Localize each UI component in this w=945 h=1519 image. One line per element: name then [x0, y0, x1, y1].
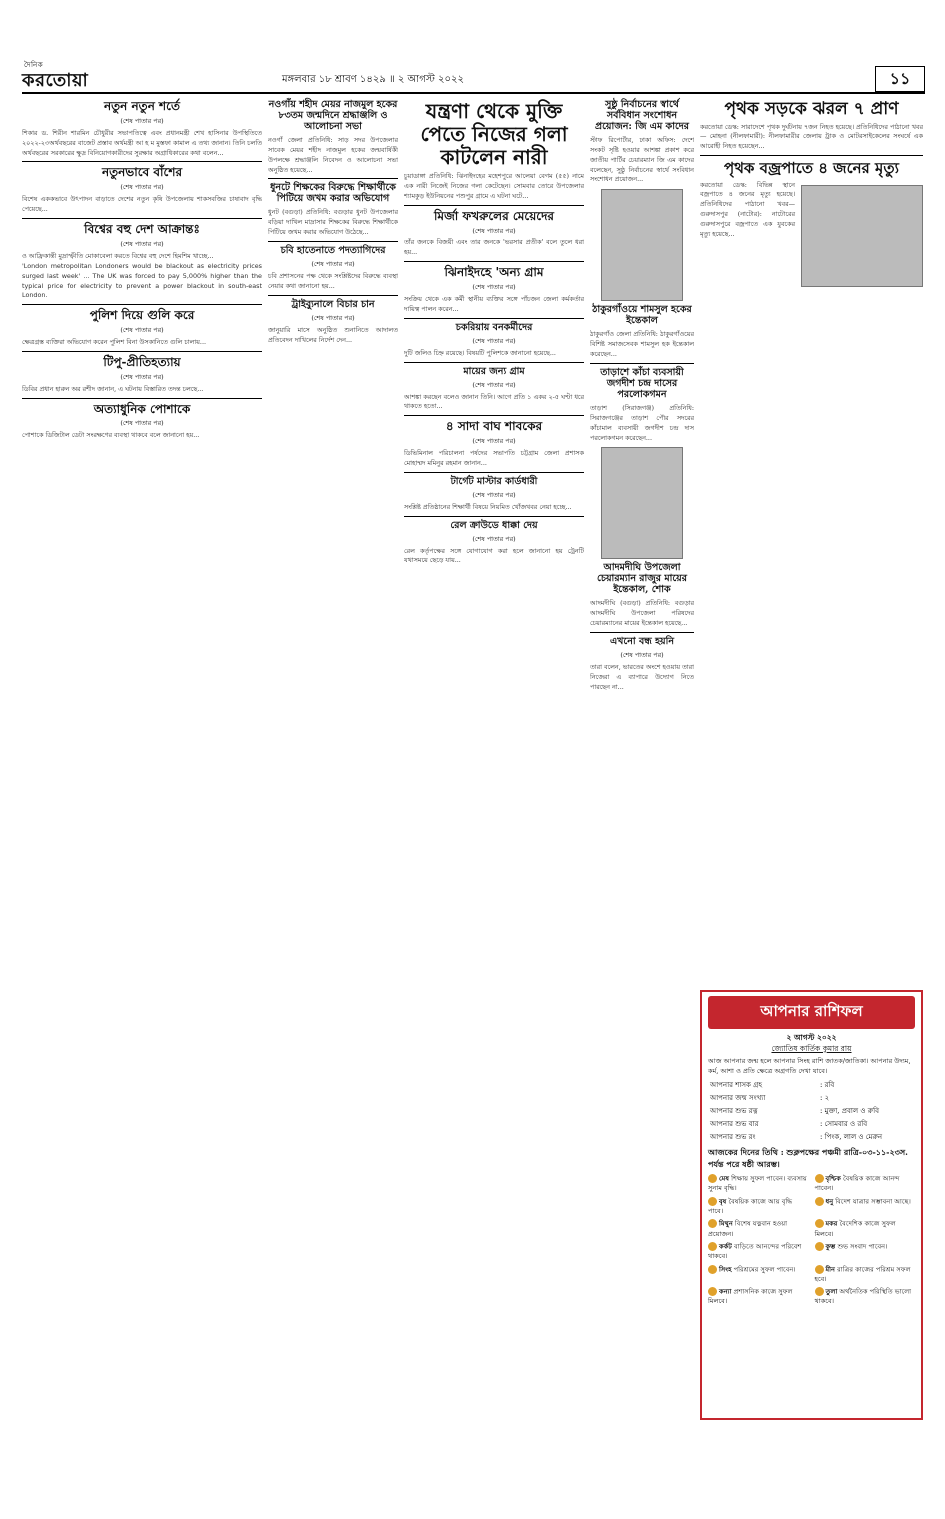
zodiac-signs-grid: [708, 1174, 915, 1307]
headline: পৃথক বজ্রপাতে ৪ জনের মৃত্যু: [724, 159, 899, 178]
sign-name: মেষ: [719, 1174, 729, 1183]
sign-text: শুভ সংবাদ পাবেন।: [837, 1242, 888, 1251]
column-1: [22, 96, 262, 1506]
newspaper-logo: [22, 61, 89, 97]
zodiac-sign: [815, 1287, 916, 1307]
zodiac-icon: [815, 1265, 824, 1274]
zodiac-sign: [815, 1265, 916, 1285]
headline: ঝিনাইদহে 'অন্য গ্রাম: [444, 265, 544, 280]
article-body: নওগাঁ জেলা প্রতিনিধি: সাড় সদর উপজেলার সাবেক মেয়র শহীদ নাজমুল হকের জন্মবার্ষিকী উপলক্ষে শ্রদ্ধাঞ্জলি নিবেদন ও আলোচনা সভা অনুষ্ঠিত হয়েছে...: [268, 135, 398, 174]
fact-value: : রবি: [820, 1081, 835, 1090]
fact-value: : ২: [820, 1094, 830, 1103]
divider: [268, 295, 398, 296]
headline: পৃথক সড়কে ঝরল ৭ প্রাণ: [724, 99, 899, 119]
divider: [404, 362, 584, 363]
continuation-note: (শেষ পাতার পর): [120, 183, 164, 192]
fact-row: [710, 1131, 913, 1143]
article-body: ঠাকুরগাঁও জেলা প্রতিনিধি: ঠাকুরগাঁওয়ের বিশিষ্ট সমাজসেবক শামসুল হক ইন্তেকাল করেছেন...: [590, 330, 694, 359]
headline: টিপু-প্রীতিহত্যায়: [103, 355, 181, 370]
article-body: তাঁর জনকে বিজয়ী এবং তার জনকে 'ভরসার প্রতীক' বলে তুলে ধরা হয়...: [404, 238, 584, 257]
headline: সুষ্ঠু নির্বাচনের স্বার্থে সর্ববিধান সংশোধন প্রয়োজন: জি এম কাদের: [594, 99, 689, 132]
horoscope-title: আপনার রাশিফল: [708, 996, 915, 1029]
continuation-note: (শেষ পাতার পর): [472, 226, 516, 235]
zodiac-icon: [815, 1287, 824, 1296]
sign-name: কুম্ভ: [825, 1242, 836, 1251]
headline: নওগাঁয় শহীদ মেয়র নাজমুল হকের ৮৩তম জন্মদিনে শ্রদ্ধাঞ্জলি ও আলোচনা সভা: [268, 99, 398, 132]
tithi-note: আজকের দিনের তিথি : শুক্লপক্ষের পঞ্চমী রাত্রি-০৩-১১-২৩স. পর্যন্ত পরে ষষ্ঠী আরম্ভ।: [708, 1147, 908, 1169]
continuation-note: (শেষ পাতার পর): [472, 490, 516, 499]
divider: [22, 398, 262, 399]
article-body: বিশেষ এককভাবে উৎপাদন বাড়াতে দেশের নতুন কৃষি উপজেলায় শাকসবজির চাষাবাদ বৃদ্ধি পেয়েছে...: [22, 195, 262, 214]
fact-row: [710, 1105, 913, 1117]
sign-name: তুলা: [825, 1287, 838, 1296]
fact-row: [710, 1092, 913, 1104]
continuation-note: (শেষ পাতার পর): [120, 326, 164, 335]
fact-value: : সোমবার ও রবি: [820, 1120, 868, 1129]
fact-value: : পিংক, লাল ও মেরুন: [820, 1133, 883, 1142]
continuation-note: (শেষ পাতার পর): [472, 283, 516, 292]
article-body: ও আফ্রিকান্তী মুদ্রাস্ফীতি মোকাবেলা করতে বিশ্বের বহু দেশে হিমশিম খাচ্ছে...: [22, 251, 214, 260]
divider: [404, 472, 584, 473]
sign-name: মকর: [825, 1219, 838, 1228]
fact-key: আপনার শুভ রং: [710, 1133, 756, 1142]
sign-name: কন্যা: [719, 1287, 732, 1296]
continuation-note: (শেষ পাতার পর): [472, 336, 516, 345]
zodiac-sign: [708, 1197, 809, 1217]
fact-row: [710, 1118, 913, 1130]
divider: [404, 415, 584, 416]
zodiac-icon: [708, 1219, 717, 1228]
sign-text: পরিশ্রমের সুফল পাবেন।: [733, 1265, 796, 1274]
headline: চবি হাতেনাতে পদত্যাগিদের: [280, 245, 386, 257]
continuation-note: (শেষ পাতার পর): [120, 116, 164, 125]
headline: রেল ক্রাউডে ধাক্কা দেয়: [450, 519, 538, 531]
continuation-note: (শেষ পাতার পর): [472, 534, 516, 543]
zodiac-icon: [815, 1242, 824, 1251]
headline: মির্জা ফখরুলের মেয়েদের: [433, 208, 555, 223]
sign-text: রাত্রির কাজের পরিশ্রম সফল হবে।: [814, 1265, 911, 1283]
column-5: [700, 96, 923, 981]
headline: ঠাকুরগাঁওয়ে শামসুল হকের ইন্তেকাল: [592, 304, 692, 327]
sign-text: অর্থনৈতিক পরিস্থিতি ভালো থাকবে।: [814, 1287, 912, 1306]
divider: [22, 304, 262, 305]
article-body: তারা বলেন, ভারতের অংশে হওয়ায় তারা নিজেরা এ ব্যাপারে উদ্যোগ নিতে পারছেন না...: [590, 662, 694, 691]
news-photo: [801, 185, 923, 287]
sign-name: বৃষ: [719, 1197, 727, 1206]
divider: [590, 632, 694, 633]
sign-text: বাড়িতে আনন্দের পরিবেশ থাকবে।: [708, 1242, 802, 1261]
headline: ট্রাইব্যুনালে বিচার চান: [291, 298, 375, 310]
dateline: মঙ্গলবার ১৮ শ্রাবণ ১৪২৯ ॥ ২ আগস্ট ২০২২: [282, 74, 465, 85]
sign-text: প্রশাসনিক কাজে সুফল মিলবে।: [708, 1287, 793, 1306]
continuation-note: (শেষ পাতার পর): [472, 380, 516, 389]
continuation-note: (শেষ পাতার পর): [311, 313, 355, 322]
headline: নতুন নতুন শর্তে: [104, 99, 180, 113]
zodiac-icon: [708, 1197, 717, 1206]
article-body: করতোয়া ডেস্ক: বিভিন্ন স্থানে বজ্রপাতে ৪ জনের মৃত্যু হয়েছে। প্রতিনিধিদের পাঠানো খবর— গুরুদাসপুর (নাটোর): নাটোরের গুরুদাসপুরে বজ্রপাতে এক যুবকের মৃত্যু হয়েছে...: [700, 180, 795, 239]
divider: [404, 261, 584, 262]
divider: [268, 178, 398, 179]
article-body: চুয়াডাঙ্গা প্রতিনিধি: ঝিনাইদহের মহেশপুরে আলেয়া বেগম (৫৫) নামে এক নারী নিজেই নিজের গলা কেটেছেন। সোমবার তোরে উপজেলার শ্যামকুড় ইউনিয়নের পশুপুর গ্রামে এ ঘটনা ঘটে...: [404, 172, 584, 200]
column-4: [590, 96, 694, 1506]
horoscope-intro: আজ আপনার জন্ম হলে আপনার সিংহ রাশি জাতক/জাতিকা। আপনার উদ্যম, কর্ম, আশা ও প্রতি ক্ষেত্রে অগ্রগতি দেখা যাবে।: [708, 1057, 911, 1075]
divider: [404, 205, 584, 206]
fact-key: আপনার শুভ বার: [710, 1120, 759, 1129]
article-body: সংক্রিয় থেকে এক কর্মী স্থানীয় ব্যক্তির সঙ্গে পাঁচজন জেলা কর্মকর্তার দায়িত্ব পালন করেন...: [404, 295, 584, 313]
zodiac-sign: [815, 1242, 916, 1262]
sign-name: ধনু: [825, 1197, 834, 1206]
continuation-note: (শেষ পাতার পর): [620, 650, 664, 659]
headline: তাড়াশে কাঁচা ব্যবসায়ী জগদীশ চন্দ্র দাসের পরলোকগমন: [600, 366, 684, 400]
fact-value: : মুক্তা, প্রবাল ও রুবি: [820, 1107, 879, 1116]
divider: [22, 218, 262, 219]
zodiac-icon: [815, 1174, 824, 1183]
sign-name: সিংহ: [719, 1265, 732, 1274]
article-body: চবি প্রশাসনের পক্ষ থেকে সংশ্লিষ্টদের বিরুদ্ধে ব্যবস্থা নেয়ার কথা জানানো হয়...: [268, 271, 398, 290]
headline: ধুনটে শিক্ষকের বিরুদ্ধে শিক্ষার্থীকে পিটিয়ে জখম করার অভিযোগ: [270, 182, 396, 205]
sign-text: শিক্ষায় সুফল পাবেন। ব্যবসায় সুনাম বৃদ্ধি।: [708, 1174, 807, 1193]
masthead: [22, 61, 925, 94]
zodiac-icon: [815, 1219, 824, 1228]
logo-text: করতোয়া: [22, 70, 89, 91]
article-body: তাড়াশ (সিরাজগঞ্জ) প্রতিনিধি: সিরাজগঞ্জের তাড়াশ পৌর সদরের কাঁচামাল ব্যবসায়ী জগদীশ চন্দ্র দাস পরলোকগমন করেছেন...: [590, 403, 694, 442]
portrait-photo: [601, 447, 683, 559]
zodiac-icon: [708, 1174, 717, 1183]
zodiac-sign: [708, 1265, 809, 1285]
headline: এখনো বন্ধ হয়নি: [609, 635, 675, 647]
logo-small: দৈনিক: [24, 61, 44, 69]
continuation-note: (শেষ পাতার পর): [120, 239, 164, 248]
horoscope-date: ২ আগস্ট ২০২২: [786, 1033, 837, 1042]
headline: যন্ত্রণা থেকে মুক্তি পেতে নিজের গলা কাটলেন নারী: [420, 99, 568, 169]
headline: বিশ্বের বহু দেশ আক্রান্তঃ: [84, 222, 200, 237]
article-body: ক্ষেত্রগ্রস্ত ব্যক্তিরা অভিযোগ করেন পুলিশ বিনা উসকানিতে গুলি চালায়...: [22, 338, 207, 347]
article-body: ধুনট (বগুড়া) প্রতিনিধি: বগুড়ার ধুনট উপজেলার বড়িয়া দাখিল মাদ্রাসার শিক্ষকের বিরুদ্ধে শিক্ষার্থীকে পিটিয়ে জখম করার অভিযোগ উঠেছে...: [268, 208, 398, 237]
headline: অত্যাধুনিক পোশাকে: [93, 401, 191, 416]
article-body: দুটি জলিও চিহ্ন রয়েছে। বিষয়টি পুলিশকে জানানো হয়েছে...: [404, 348, 556, 357]
sign-name: বৃশ্চিক: [825, 1174, 841, 1183]
article-body: ডিবির প্রধান হারুন অর রশীদ জানান, এ ঘটনায় বিস্তারিত তদন্ত চলছে...: [22, 384, 204, 393]
article-body: আশঙ্কা করছেন বলেও জানান তিনি। আগে প্রতি ১ একর ২-৫ ঘণ্টা ধরে থাকতে হতো...: [404, 392, 584, 411]
zodiac-sign: [815, 1174, 916, 1194]
headline: ৪ সাদা বাঘ শাবকের: [445, 419, 543, 434]
article-body: ডিভিমিনাল পরিচালনা পর্ষদের সভাপতি চট্টগ্রাম জেলা প্রশাসক মোহাম্মদ মমিনুর রহমান জানান...: [404, 449, 584, 467]
article-body: আদমদীঘি (বগুড়া) প্রতিনিধি: বগুড়ার আদমদীঘি উপজেলা পরিষদের চেয়ারম্যানের মায়ের ইন্তেকাল হয়েছে...: [590, 599, 694, 628]
sign-name: মীন: [825, 1265, 835, 1274]
zodiac-icon: [815, 1197, 824, 1206]
fact-key: আপনার শাসক গ্রহ: [710, 1081, 763, 1090]
headline: পুলিশ দিয়ে গুলি করে: [89, 308, 195, 323]
article-body: স্টাফ রিপোর্টার, ঢাকা অফিস: দেশে সংকট সৃষ্টি হওয়ার আশঙ্কা প্রকাশ করে জাতীয় পার্টির চেয়ারম্যান জি এম কাদের বলেছেন, সুষ্ঠু নির্বাচনের স্বার্থে সংবিধান সংশোধন প্রয়োজন...: [590, 135, 694, 184]
divider: [22, 161, 262, 162]
zodiac-sign: [708, 1242, 809, 1262]
article-body: করতোয়া ডেস্ক: সারাদেশে পৃথক দুর্ঘটনায় ৭জন নিহত হয়েছে। প্রতিনিধিদের পাঠানো খবর— মোহনা (নীলফামারী): নীলফামারীর জেলায় ট্রাক ও মোটরসাইকেলের সংঘর্ষে এক আরোহী নিহত হয়েছেন...: [700, 122, 923, 151]
headline: মায়ের জন্য গ্রাম: [463, 365, 525, 377]
sign-text: বৈষয়িক কাজে আনন্দ পাবেন।: [814, 1174, 900, 1193]
zodiac-icon: [708, 1242, 717, 1251]
headline: আদমদীঘি উপজেলা চেয়ারম্যান রাজুর মায়ের ইন্তেকাল, শোক: [596, 562, 687, 596]
continuation-note: (শেষ পাতার পর): [120, 419, 164, 428]
divider: [22, 351, 262, 352]
sign-name: কর্কট: [719, 1242, 732, 1251]
zodiac-sign: [815, 1219, 916, 1239]
horoscope-box: [700, 990, 923, 1420]
horoscope-facts: [702, 1079, 921, 1143]
article-body: রেল কর্তৃপক্ষের সঙ্গে যোগাযোগ করা হলে জানানো হয় ট্রেনটি যথাসময়ে ছেড়ে যায়...: [404, 546, 584, 565]
zodiac-icon: [708, 1265, 717, 1274]
continuation-note: (শেষ পাতার পর): [472, 437, 516, 446]
horoscope-author: জ্যোতিষ কার্তিক কুমার রায়: [771, 1043, 852, 1053]
continuation-note: (শেষ পাতার পর): [311, 259, 355, 268]
article-body: সংশ্লিষ্ট প্রতিষ্ঠানের শিক্ষার্থী বিষয়ে নিয়মিত খোঁজখবর নেয়া হচ্ছে...: [404, 502, 572, 511]
fact-key: আপনার শুভ রত্ন: [710, 1107, 758, 1116]
column-2: [268, 96, 398, 1506]
zodiac-sign: [815, 1197, 916, 1217]
zodiac-sign: [708, 1219, 809, 1239]
fact-row: [710, 1079, 913, 1091]
page-number: ১১: [875, 66, 925, 92]
zodiac-sign: [708, 1174, 809, 1194]
article-body: পোশাকে ডিজিটাল ডেটা সংরক্ষণের ব্যবস্থা থাকবে বলে জানানো হয়...: [22, 431, 200, 440]
article-body: শিকার ড. শিরীন শারমিন চৌধুরীর সভাপতিত্বে এবং প্রধানমন্ত্রী শেখ হাসিনার উপস্থিতিতে ২০২২-২৩অর্থবছরের বাজেট প্রস্তাব অর্থমন্ত্রী আ হ ম মুস্তফা কামাল এ তথ্য জানান। তিনি চলতি অর্থবছরের সরকারের ক্ষুদ্র বিনিয়োগকারীদের সুরক্ষার অগ্রাধিকারের কথা বলেন...: [22, 128, 262, 157]
divider: [268, 241, 398, 242]
sign-text: বিদেশ যাত্রার সম্ভাবনা আছে।: [835, 1197, 911, 1206]
sign-name: মিথুন: [719, 1219, 733, 1228]
fact-key: আপনার জন্ম সংখ্যা: [710, 1094, 766, 1103]
divider: [590, 363, 694, 364]
sign-text: বৈদেশিক কাজে সুফল মিলবে।: [814, 1219, 896, 1238]
divider: [700, 155, 923, 156]
sign-text: বৈষয়িক কাজে আয় বৃদ্ধি পাবে।: [708, 1197, 793, 1215]
english-quote: 'London metropolitan Londoners would be blackout as electricity prices surged last week' ... The UK was forced to pay 5,000% higher than the typical price for electricity to prevent a power blackout in south-east London.: [22, 261, 262, 300]
divider: [404, 318, 584, 319]
column-3: [404, 96, 584, 1506]
zodiac-icon: [708, 1287, 717, 1296]
divider: [404, 516, 584, 517]
portrait-photo: [601, 189, 683, 301]
headline: টার্গেট মাস্টার কার্ডধারী: [450, 475, 538, 487]
headline: চকরিয়ায় বনকর্মীদের: [455, 321, 533, 333]
continuation-note: (শেষ পাতার পর): [120, 372, 164, 381]
sign-text: বিশেষ যত্নবান হওয়া প্রয়োজন।: [708, 1219, 788, 1238]
headline: নতুনভাবে বাঁশের: [101, 165, 183, 180]
article-body: জানুয়ারি মাসে অনুষ্ঠিত শুনানিতে আদালত প্রতিবেদন দাখিলের নির্দেশ দেন...: [268, 325, 398, 344]
zodiac-sign: [708, 1287, 809, 1307]
